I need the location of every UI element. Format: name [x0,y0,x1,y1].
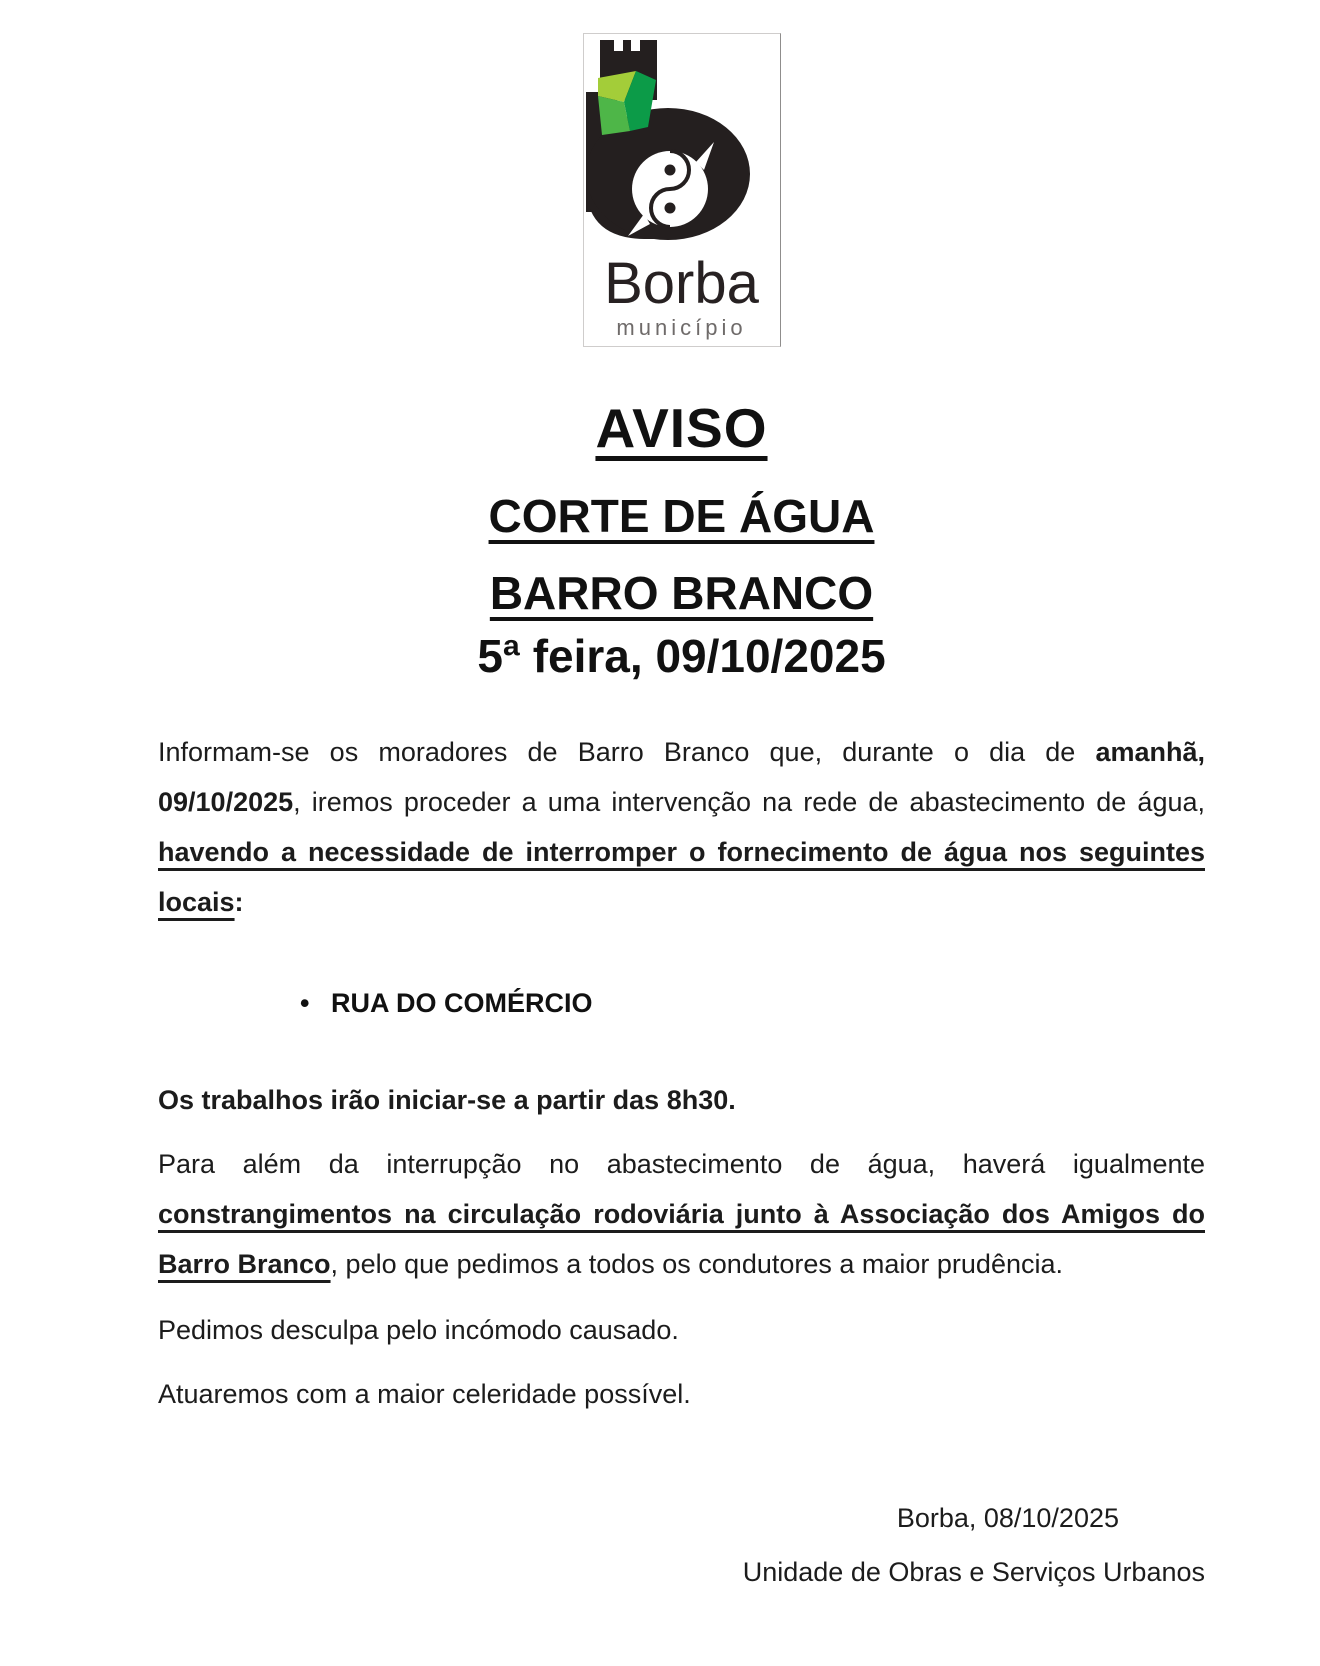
text-segment: , iremos proceder a uma intervenção na rede de abastecimento de água, [293,786,1205,817]
paragraph-apology: Pedimos desculpa pelo incómodo causado. [158,1314,679,1345]
notice-date: 5ª feira, 09/10/2025 [477,630,886,683]
text-segment: Os trabalhos irão iniciar-se a partir das 8h30. [158,1084,736,1115]
text-segment: : [234,886,244,917]
signature-block [158,1491,1205,1599]
logo-subtitle: município [616,315,747,340]
paragraph-start-time [158,1075,1205,1125]
text-segment: Para além da interrupção no abastecimento de água, haverá igualmente [158,1148,1205,1179]
street-list-item: • RUA DO COMÉRCIO [331,985,1205,1021]
text-segment: amanhã, 09/10/2025 [158,736,1205,817]
text-segment: , pelo que pedimos a todos os condutores a maior prudência. [330,1248,1064,1279]
notice-subject: CORTE DE ÁGUA [488,490,875,543]
municipality-logo [583,33,781,347]
signature-place-date: Borba, 08/10/2025 [896,1502,1119,1533]
logo-wordmark: Borba [604,251,759,316]
paragraph-intro [158,727,1205,927]
street-list [158,985,1205,1021]
text-segment: havendo a necessidade de interromper o fornecimento de água nos seguintes locais [158,836,1205,917]
notice-document [0,33,1320,1666]
text-segment: constrangimentos na circulação rodoviária junto à Associação dos Amigos do Barro Branco [158,1198,1205,1279]
paragraph-traffic [158,1139,1205,1289]
paragraph-speed: Atuaremos com a maior celeridade possível. [158,1378,691,1409]
text-segment: Informam-se os moradores de Barro Branco que, durante o dia de [158,736,1096,767]
document-page [0,33,1320,1599]
signature-unit: Unidade de Obras e Serviços Urbanos [742,1556,1205,1587]
notice-location: BARRO BRANCO [489,567,874,620]
borba-castle-crest-icon [584,34,780,246]
notice-title: AVISO [595,397,768,459]
